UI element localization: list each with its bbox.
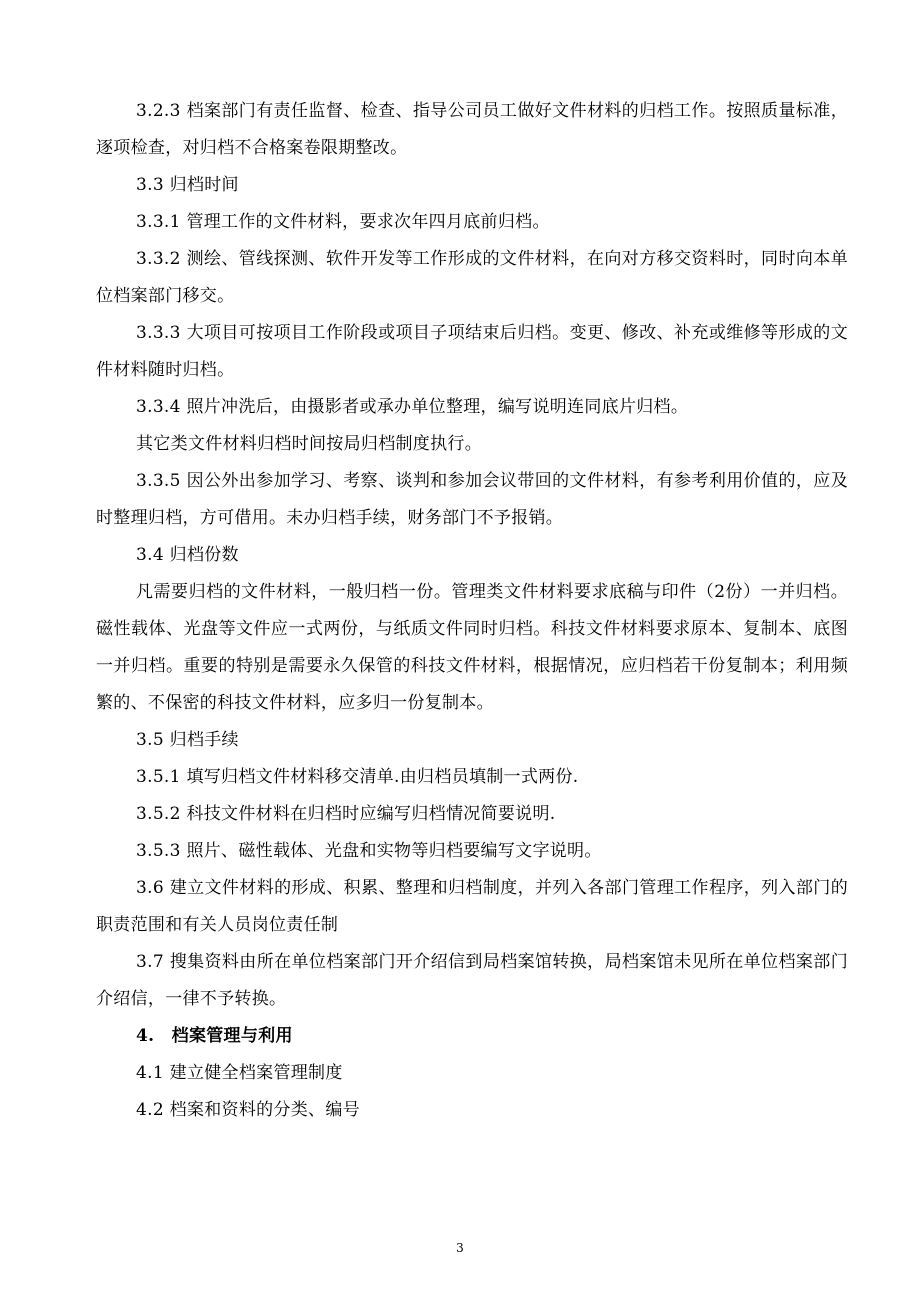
paragraph-3-3-5: 3.3.5 因公外出参加学习、考察、谈判和参加会议带回的文件材料，有参考利用价值的，应及时整理归档，方可借用。未办归档手续，财务部门不予报销。 [96,471,848,528]
paragraph-other-materials: 其它类文件材料归档时间按局归档制度执行。 [136,434,482,454]
heading-3-5: 3.5 归档手续 [136,730,239,750]
heading-3-3: 3.3 归档时间 [136,175,239,195]
paragraph-3-5-3: 3.5.3 照片、磁性载体、光盘和实物等归档要编写文字说明。 [136,841,602,861]
paragraph-3-3-3: 3.3.3 大项目可按项目工作阶段或项目子项结束后归档。变更、修改、补充或维修等形成的文件材料随时归档。 [96,323,848,380]
heading-4-1: 4.1 建立健全档案管理制度 [136,1063,343,1083]
heading-3-4: 3.4 归档份数 [136,545,239,565]
paragraph-3-7: 3.7 搜集资料由所在单位档案部门开介绍信到局档案馆转换，局档案馆未见所在单位档案部门介绍信，一律不予转换。 [96,952,848,1009]
paragraph-3-6: 3.6 建立文件材料的形成、积累、整理和归档制度，并列入各部门管理工作程序，列入部门的职责范围和有关人员岗位责任制 [96,878,848,935]
paragraph-3-5-2: 3.5.2 科技文件材料在归档时应编写归档情况简要说明. [136,804,556,824]
document-body [96,93,848,1129]
paragraph-archive-copies: 凡需要归档的文件材料，一般归档一份。管理类文件材料要求底稿与印件（2份）一并归档。磁性载体、光盘等文件应一式两份，与纸质文件同时归档。科技文件材料要求原本、复制本、底图一并归档。重要的特别是需要永久保管的科技文件材料，根据情况，应归档若干份复制本；利用频繁的、不保密的科技文件材料，应多归一份复制本。 [96,582,848,713]
paragraph-3-3-2: 3.3.2 测绘、管线探测、软件开发等工作形成的文件材料，在向对方移交资料时，同时向本单位档案部门移交。 [96,249,848,306]
heading-4-2: 4.2 档案和资料的分类、编号 [136,1100,360,1120]
paragraph-3-3-1: 3.3.1 管理工作的文件材料，要求次年四月底前归档。 [136,212,550,232]
section-heading-4: 4. 档案管理与利用 [136,1026,293,1046]
page-number: 3 [456,1241,464,1255]
paragraph-3-3-4: 3.3.4 照片冲洗后，由摄影者或承办单位整理，编写说明连同底片归档。 [136,397,689,417]
paragraph-3-2-3: 3.2.3 档案部门有责任监督、检查、指导公司员工做好文件材料的归档工作。按照质量标准，逐项检查，对归档不合格案卷限期整改。 [96,101,848,158]
paragraph-3-5-1: 3.5.1 填写归档文件材料移交清单.由归档员填制一式两份. [136,767,579,787]
